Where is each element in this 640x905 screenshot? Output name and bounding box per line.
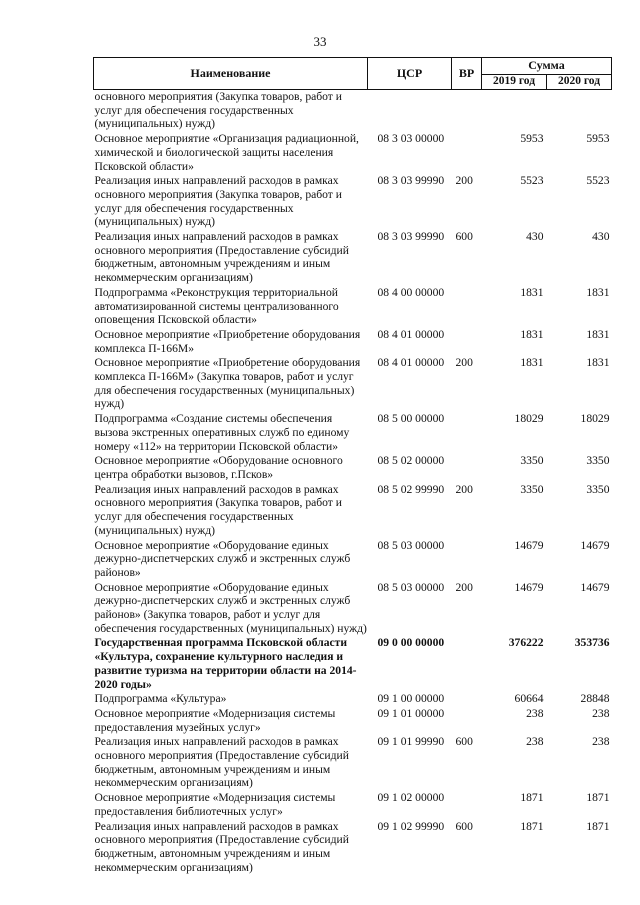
table-row: [94, 692, 612, 707]
header-year-2020: 2020 год: [547, 75, 612, 90]
row-csr: 08 3 03 00000: [377, 132, 445, 146]
table-header: [94, 58, 612, 90]
table-row: [94, 356, 612, 412]
row-sum-2020: 18029: [580, 412, 610, 426]
row-csr: 09 1 01 00000: [377, 706, 445, 720]
row-csr: 08 5 02 99990: [377, 482, 445, 496]
row-vr: 600: [455, 230, 473, 244]
table-row: [94, 286, 612, 328]
row-name: Основное мероприятие «Приобретение оборудования комплекса П-166М»: [94, 327, 361, 355]
row-csr: 09 1 00 00000: [377, 692, 445, 706]
row-name: основного мероприятия (Закупка товаров, работ и услуг для обеспечения государственных (муниципальных) нужд): [94, 90, 342, 131]
table-row: [94, 791, 612, 819]
row-name: Реализация иных направлений расходов в рамках основного мероприятия (Предоставление субсидий бюджетным, автономным учреждениям и иным некоммерческим организациям): [94, 819, 349, 874]
row-vr: [452, 454, 482, 482]
row-sum-2020: 14679: [580, 538, 610, 552]
row-csr: 08 4 01 00000: [377, 356, 445, 370]
row-csr: 08 4 00 00000: [377, 285, 445, 299]
row-sum-2019: 1871: [520, 819, 544, 833]
row-vr: [452, 539, 482, 581]
row-sum-2020: 430: [592, 230, 610, 244]
row-sum-2020: 353736: [574, 636, 610, 650]
row-name: Основное мероприятие «Организация радиационной, химической и биологической защиты населения Псковской области»: [94, 132, 359, 173]
row-sum-2020: 5523: [586, 174, 610, 188]
table-row: [94, 454, 612, 482]
row-csr: 08 3 03 99990: [377, 230, 445, 244]
row-sum-2020: 1871: [586, 791, 610, 805]
table-row: [94, 539, 612, 581]
row-name: Подпрограмма «Культура»: [94, 692, 227, 706]
row-sum-2019: 1871: [520, 791, 544, 805]
row-vr: [452, 791, 482, 819]
row-name: Основное мероприятие «Оборудование единых дежурно-диспетчерских служб и экстренных служб районов»: [94, 538, 351, 579]
row-sum-2020: 238: [592, 706, 610, 720]
row-csr: 09 1 02 99990: [377, 819, 445, 833]
row-sum-2019: 238: [526, 735, 544, 749]
row-vr: [452, 286, 482, 328]
row-name: Основное мероприятие «Оборудование основного центра обработки вызовов, г.Псков»: [94, 454, 343, 481]
row-sum-2020: 14679: [580, 580, 610, 594]
row-csr: 08 5 03 00000: [377, 580, 445, 594]
table-row: [94, 132, 612, 174]
table-row: [94, 820, 612, 876]
row-sum-2020: 238: [592, 735, 610, 749]
row-vr: 200: [455, 482, 473, 496]
row-name: Подпрограмма «Реконструкция территориальной автоматизированной системы централизованного оповещения Псковской области»: [94, 285, 339, 327]
row-csr: 08 5 00 00000: [377, 412, 445, 426]
row-vr: [452, 90, 482, 133]
row-csr: 08 5 03 00000: [377, 538, 445, 552]
row-name: Реализация иных направлений расходов в рамках основного мероприятия (Закупка товаров, работ и услуг для обеспечения государственных (муниципальных) нужд): [94, 174, 342, 229]
row-csr: 08 5 02 00000: [377, 454, 445, 468]
table-row: [94, 735, 612, 791]
header-year-2019: 2019 год: [482, 75, 547, 90]
row-sum-2019: 14679: [514, 580, 544, 594]
row-sum-2019: 5523: [520, 174, 544, 188]
row-csr: [368, 90, 452, 133]
header-name: Наименование: [94, 58, 368, 90]
row-sum-2020: 1831: [586, 327, 610, 341]
row-csr: 09 0 00 00000: [377, 636, 445, 650]
row-sum-2019: 3350: [520, 454, 544, 468]
row-csr: 09 1 01 99990: [377, 735, 445, 749]
row-sum-2020: 1871: [586, 819, 610, 833]
row-sum-2020: 28848: [580, 692, 610, 706]
row-sum-2019: 1831: [520, 356, 544, 370]
row-sum-2020: 3350: [586, 482, 610, 496]
row-vr: 600: [455, 819, 473, 833]
row-name: Основное мероприятие «Оборудование единых дежурно-диспетчерских служб и экстренных служб районов» (Закупка товаров, работ и услуг для обеспечения государственных (муниципальных) нужд): [94, 580, 367, 635]
row-sum-2020: 5953: [586, 132, 610, 146]
row-csr: 09 1 02 00000: [377, 791, 445, 805]
row-sum-2019: 430: [526, 230, 544, 244]
row-sum-2019: 238: [526, 706, 544, 720]
row-sum-2020: 1831: [586, 356, 610, 370]
row-sum-2019: 1831: [520, 285, 544, 299]
header-csr: ЦСР: [368, 58, 452, 90]
row-vr: 600: [455, 735, 473, 749]
row-vr: 200: [455, 356, 473, 370]
row-sum-2019: [482, 90, 547, 133]
row-vr: [452, 636, 482, 692]
row-vr: [452, 707, 482, 735]
budget-table: [93, 57, 612, 875]
row-sum-2019: 1831: [520, 327, 544, 341]
row-vr: 200: [455, 580, 473, 594]
row-csr: 08 3 03 99990: [377, 174, 445, 188]
row-vr: [452, 692, 482, 707]
row-sum-2019: 60664: [514, 692, 544, 706]
table-row: [94, 230, 612, 286]
row-name: Подпрограмма «Создание системы обеспечения вызова экстренных оперативных служб по единому номеру «112» на территории Псковской области»: [94, 412, 350, 453]
row-sum-2019: 5953: [520, 132, 544, 146]
row-name: Государственная программа Псковской области «Культура, сохранение культурного наследия и развитие туризма на территории области на 2014-2020 годы»: [94, 636, 357, 691]
table-row: [94, 174, 612, 230]
table-row: [94, 707, 612, 735]
table-row: [94, 328, 612, 356]
table-row: [94, 483, 612, 539]
row-name: Основное мероприятие «Модернизация системы предоставления музейных услуг»: [94, 706, 336, 734]
row-name: Реализация иных направлений расходов в рамках основного мероприятия (Предоставление субсидий бюджетным, автономным учреждениям и иным некоммерческим организациям): [94, 230, 349, 285]
row-csr: 08 4 01 00000: [377, 327, 445, 341]
row-name: Основное мероприятие «Приобретение оборудования комплекса П-166М» (Закупка товаров, работ и услуг для обеспечения государственных (муниципальных) нужд): [94, 356, 361, 411]
row-sum-2019: 376222: [508, 636, 544, 650]
header-sum: Сумма: [482, 58, 612, 75]
row-sum-2020: 1831: [586, 285, 610, 299]
row-sum-2019: 18029: [514, 412, 544, 426]
row-vr: [452, 132, 482, 174]
row-vr: [452, 328, 482, 356]
table-body: [94, 90, 612, 876]
row-sum-2019: 14679: [514, 538, 544, 552]
table-row: [94, 581, 612, 637]
row-sum-2019: 3350: [520, 482, 544, 496]
table-row: [94, 636, 612, 692]
row-name: Реализация иных направлений расходов в рамках основного мероприятия (Закупка товаров, работ и услуг для обеспечения государственных (муниципальных) нужд): [94, 482, 342, 537]
table-row: [94, 412, 612, 454]
row-name: Основное мероприятие «Модернизация системы предоставления библиотечных услуг»: [94, 791, 336, 818]
row-sum-2020: [547, 90, 612, 133]
page-number: 33: [313, 34, 327, 49]
row-sum-2020: 3350: [586, 454, 610, 468]
header-vr: ВР: [452, 58, 482, 90]
row-vr: 200: [455, 174, 473, 188]
table-row: [94, 90, 612, 133]
row-vr: [452, 412, 482, 454]
row-name: Реализация иных направлений расходов в рамках основного мероприятия (Предоставление субсидий бюджетным, автономным учреждениям и иным некоммерческим организациям): [94, 735, 349, 790]
